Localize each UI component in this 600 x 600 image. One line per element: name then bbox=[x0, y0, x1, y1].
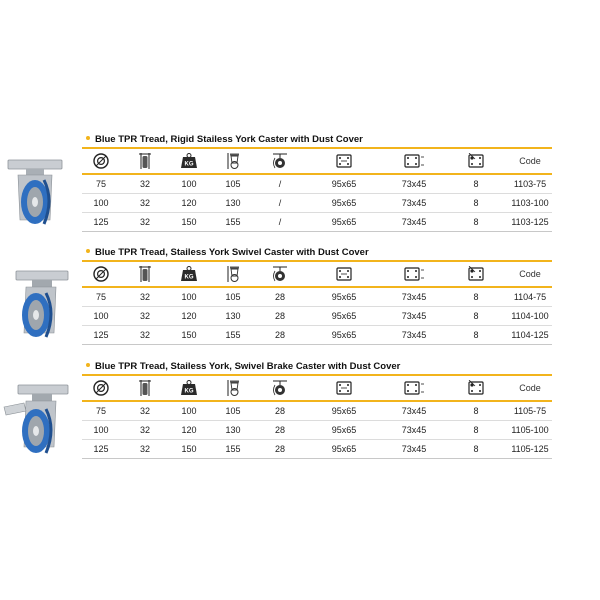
code-column-header bbox=[508, 262, 552, 286]
code-header-label: Code bbox=[519, 269, 541, 279]
table-row bbox=[82, 194, 552, 213]
code-header-label: Code bbox=[519, 156, 541, 166]
code-column-header bbox=[508, 149, 552, 173]
bolt-hole-value: 8 bbox=[473, 198, 479, 208]
swivel-radius-value: 28 bbox=[274, 444, 285, 454]
load-capacity-value: 120 bbox=[181, 425, 197, 435]
spec-table bbox=[82, 147, 552, 232]
code-value: 1103-100 bbox=[511, 198, 549, 208]
bolt-spacing-value: 73x45 bbox=[401, 217, 427, 227]
bolt-hole-icon bbox=[444, 376, 508, 400]
table-header-row bbox=[82, 376, 552, 402]
code-column-header bbox=[508, 376, 552, 400]
tread-width-value: 32 bbox=[139, 425, 150, 435]
load-capacity-value: 100 bbox=[181, 406, 197, 416]
bolt-spacing-value: 73x45 bbox=[401, 198, 427, 208]
spec-table bbox=[82, 260, 552, 345]
swivel-caster-photo bbox=[0, 263, 78, 343]
bolt-hole-value: 8 bbox=[473, 311, 479, 321]
load-capacity-value: 120 bbox=[181, 198, 197, 208]
wheel-diameter-value: 100 bbox=[93, 425, 109, 435]
wheel-diameter-value: 75 bbox=[95, 179, 106, 189]
table-row bbox=[82, 402, 552, 421]
bullet-dot bbox=[86, 249, 90, 253]
tread-width-value: 32 bbox=[139, 179, 150, 189]
swivel-radius-value: / bbox=[278, 217, 282, 227]
bolt-spacing-icon bbox=[386, 376, 442, 400]
load-capacity-value: 150 bbox=[181, 444, 197, 454]
bolt-hole-value: 8 bbox=[473, 330, 479, 340]
swivel-radius-icon bbox=[258, 149, 302, 173]
bolt-spacing-value: 73x45 bbox=[401, 425, 427, 435]
wheel-diameter-value: 100 bbox=[93, 198, 109, 208]
code-value: 1104-125 bbox=[511, 330, 549, 340]
overall-height-value: 155 bbox=[225, 330, 241, 340]
load-capacity-value: 100 bbox=[181, 179, 197, 189]
overall-height-value: 105 bbox=[225, 406, 241, 416]
swivel-radius-value: / bbox=[278, 198, 282, 208]
tread-width-value: 32 bbox=[139, 198, 150, 208]
section-title bbox=[86, 247, 369, 258]
load-capacity-value: 100 bbox=[181, 292, 197, 302]
code-value: 1105-100 bbox=[511, 425, 549, 435]
brake-caster-photo bbox=[0, 377, 78, 457]
section-title-text: Blue TPR Tread, Stailess York, Swivel Brake Caster with Dust Cover bbox=[95, 361, 401, 372]
code-value: 1104-75 bbox=[513, 292, 547, 302]
swivel-radius-icon bbox=[258, 262, 302, 286]
section-title bbox=[86, 134, 363, 145]
swivel-radius-value: / bbox=[278, 179, 282, 189]
overall-height-value: 130 bbox=[225, 425, 241, 435]
plate-size-value: 95x65 bbox=[331, 330, 357, 340]
plate-size-value: 95x65 bbox=[331, 444, 357, 454]
bolt-spacing-value: 73x45 bbox=[401, 330, 427, 340]
tread-width-value: 32 bbox=[139, 330, 150, 340]
bolt-hole-value: 8 bbox=[473, 406, 479, 416]
load-capacity-icon bbox=[172, 149, 206, 173]
tread-width-icon bbox=[122, 149, 168, 173]
plate-size-value: 95x65 bbox=[331, 425, 357, 435]
swivel-radius-value: 28 bbox=[274, 406, 285, 416]
plate-size-value: 95x65 bbox=[331, 292, 357, 302]
table-row bbox=[82, 307, 552, 326]
plate-size-value: 95x65 bbox=[331, 198, 357, 208]
bolt-hole-icon bbox=[444, 149, 508, 173]
bullet-dot bbox=[86, 363, 90, 367]
code-value: 1104-100 bbox=[511, 311, 549, 321]
bolt-spacing-icon bbox=[386, 262, 442, 286]
plate-size-value: 95x65 bbox=[331, 217, 357, 227]
code-value: 1105-75 bbox=[513, 406, 547, 416]
table-row bbox=[82, 440, 552, 459]
tread-width-value: 32 bbox=[139, 217, 150, 227]
code-header-label: Code bbox=[519, 383, 541, 393]
table-header-row bbox=[82, 262, 552, 288]
wheel-diameter-value: 75 bbox=[95, 292, 106, 302]
section-title bbox=[86, 361, 400, 372]
wheel-diameter-value: 100 bbox=[93, 311, 109, 321]
plate-size-value: 95x65 bbox=[331, 311, 357, 321]
code-value: 1103-75 bbox=[513, 179, 547, 189]
tread-width-value: 32 bbox=[139, 444, 150, 454]
bolt-hole-value: 8 bbox=[473, 292, 479, 302]
table-header-row bbox=[82, 149, 552, 175]
overall-height-value: 105 bbox=[225, 179, 241, 189]
wheel-diameter-icon bbox=[82, 149, 120, 173]
table-row bbox=[82, 421, 552, 440]
wheel-diameter-value: 125 bbox=[93, 330, 109, 340]
wheel-diameter-icon bbox=[82, 262, 120, 286]
bolt-hole-value: 8 bbox=[473, 444, 479, 454]
plate-size-icon bbox=[304, 149, 384, 173]
load-capacity-value: 120 bbox=[181, 311, 197, 321]
wheel-diameter-value: 75 bbox=[95, 406, 106, 416]
tread-width-icon bbox=[122, 262, 168, 286]
bolt-spacing-value: 73x45 bbox=[401, 179, 427, 189]
tread-width-value: 32 bbox=[139, 311, 150, 321]
tread-width-value: 32 bbox=[139, 292, 150, 302]
overall-height-value: 155 bbox=[225, 217, 241, 227]
overall-height-icon bbox=[210, 262, 256, 286]
section-title-text: Blue TPR Tread, Stailess York Swivel Caster with Dust Cover bbox=[95, 247, 369, 258]
overall-height-value: 155 bbox=[225, 444, 241, 454]
overall-height-value: 105 bbox=[225, 292, 241, 302]
bullet-dot bbox=[86, 136, 90, 140]
plate-size-value: 95x65 bbox=[331, 179, 357, 189]
overall-height-value: 130 bbox=[225, 311, 241, 321]
code-value: 1103-125 bbox=[511, 217, 549, 227]
wheel-diameter-icon bbox=[82, 376, 120, 400]
plate-size-value: 95x65 bbox=[331, 406, 357, 416]
swivel-radius-icon bbox=[258, 376, 302, 400]
plate-size-icon bbox=[304, 262, 384, 286]
overall-height-icon bbox=[210, 376, 256, 400]
bolt-hole-icon bbox=[444, 262, 508, 286]
kg-label: KG bbox=[184, 388, 194, 395]
tread-width-value: 32 bbox=[139, 406, 150, 416]
kg-label: KG bbox=[184, 274, 194, 281]
tread-width-icon bbox=[122, 376, 168, 400]
bolt-spacing-icon bbox=[386, 149, 442, 173]
bolt-spacing-value: 73x45 bbox=[401, 292, 427, 302]
swivel-radius-value: 28 bbox=[274, 311, 285, 321]
overall-height-value: 130 bbox=[225, 198, 241, 208]
bolt-spacing-value: 73x45 bbox=[401, 444, 427, 454]
section-title-text: Blue TPR Tread, Rigid Stailess York Caster with Dust Cover bbox=[95, 134, 363, 145]
kg-label: KG bbox=[184, 161, 194, 168]
overall-height-icon bbox=[210, 149, 256, 173]
table-row bbox=[82, 175, 552, 194]
load-capacity-value: 150 bbox=[181, 217, 197, 227]
swivel-radius-value: 28 bbox=[274, 292, 285, 302]
table-row bbox=[82, 213, 552, 232]
swivel-radius-value: 28 bbox=[274, 425, 285, 435]
wheel-diameter-value: 125 bbox=[93, 217, 109, 227]
load-capacity-value: 150 bbox=[181, 330, 197, 340]
bolt-hole-value: 8 bbox=[473, 217, 479, 227]
bolt-spacing-value: 73x45 bbox=[401, 311, 427, 321]
rigid-caster-photo bbox=[0, 150, 78, 230]
load-capacity-icon bbox=[172, 376, 206, 400]
plate-size-icon bbox=[304, 376, 384, 400]
load-capacity-icon bbox=[172, 262, 206, 286]
table-row bbox=[82, 326, 552, 345]
bolt-hole-value: 8 bbox=[473, 179, 479, 189]
code-value: 1105-125 bbox=[511, 444, 549, 454]
swivel-radius-value: 28 bbox=[274, 330, 285, 340]
bolt-hole-value: 8 bbox=[473, 425, 479, 435]
wheel-diameter-value: 125 bbox=[93, 444, 109, 454]
bolt-spacing-value: 73x45 bbox=[401, 406, 427, 416]
spec-table bbox=[82, 374, 552, 459]
table-row bbox=[82, 288, 552, 307]
